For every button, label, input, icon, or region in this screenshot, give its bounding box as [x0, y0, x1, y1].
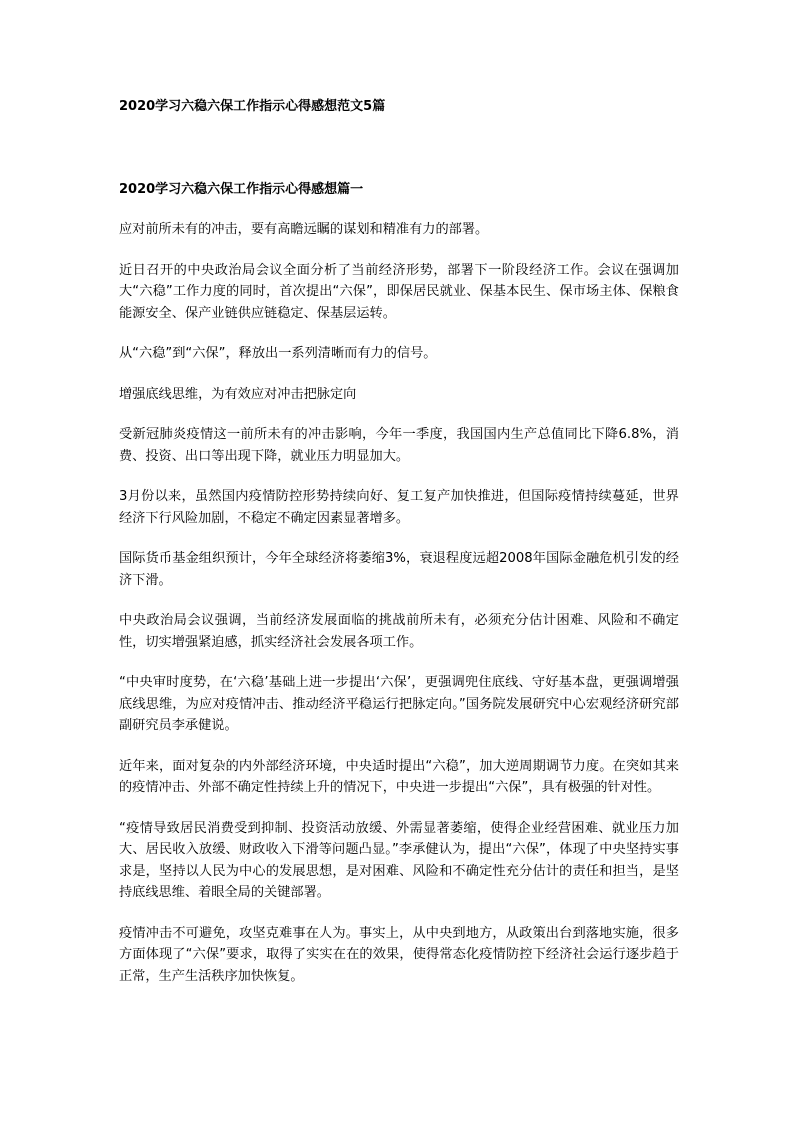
paragraph: 近日召开的中央政治局会议全面分析了当前经济形势，部署下一阶段经济工作。会议在强调加大“六稳”工作力度的同时，首次提出“六保”，即保居民就业、保基本民生、保市场主体、保粮食能源安全、保产业链供应链稳定、保基层运转。 [119, 262, 679, 321]
paragraph: 受新冠肺炎疫情这一前所未有的冲击影响，今年一季度，我国国内生产总值同比下降6.8%，消费、投资、出口等出现下降，就业压力明显加大。 [119, 427, 679, 464]
subheading-paragraph: 增强底线思维，为有效应对冲击把脉定向 [119, 386, 357, 402]
paragraph: 3月份以来，虽然国内疫情防控形势持续向好、复工复产加快推进，但国际疫情持续蔓延，世界经济下行风险加剧，不稳定不确定因素显著增多。 [119, 489, 679, 526]
paragraph: 应对前所未有的冲击，要有高瞻远瞩的谋划和精准有力的部署。 [119, 222, 489, 237]
paragraph: 中央政治局会议强调，当前经济发展面临的挑战前所未有，必须充分估计困难、风险和不确定性，切实增强紧迫感，抓实经济社会发展各项工作。 [119, 613, 679, 650]
paragraph: 近年来，面对复杂的内外部经济环境，中央适时提出“六稳”，加大逆周期调节力度。在突如其来的疫情冲击、外部不确定性持续上升的情况下，中央进一步提出“六保”，具有极强的针对性。 [119, 758, 679, 795]
paragraph: “疫情导致居民消费受到抑制、投资活动放缓、外需显著萎缩，使得企业经营困难、就业压力加大、居民收入放缓、财政收入下滑等问题凸显。”李承健认为，提出“六保”，体现了中央坚持实事求是，坚持以人民为中心的发展思想，是对困难、风险和不确定性充分估计的责任和担当，是坚持底线思维、着眼全局的关键部署。 [119, 820, 679, 900]
paragraph: 国际货币基金组织预计，今年全球经济将萎缩3%，衰退程度远超2008年国际金融危机引发的经济下滑。 [119, 551, 679, 588]
paragraph: “中央审时度势，在‘六稳’基础上进一步提出‘六保’，更强调兜住底线、守好基本盘，更强调增强底线思维，为应对疫情冲击、推动经济平稳运行把脉定向。”国务院发展研究中心宏观经济研究部副研究员李承健说。 [119, 675, 679, 733]
paragraph: 从“六稳”到“六保”，释放出一系列清晰而有力的信号。 [119, 346, 437, 361]
paragraph: 疫情冲击不可避免，攻坚克难事在人为。事实上，从中央到地方，从政策出台到落地实施，很多方面体现了“六保”要求，取得了实实在在的效果，使得常态化疫情防控下经济社会运行逐步趋于正常，生产生活秩序加快恢复。 [119, 925, 679, 984]
document-body [119, 219, 679, 1006]
section-title: 2020学习六稳六保工作指示心得感想篇一 [119, 182, 364, 197]
document-title: 2020学习六稳六保工作指示心得感想范文5篇 [119, 99, 386, 114]
